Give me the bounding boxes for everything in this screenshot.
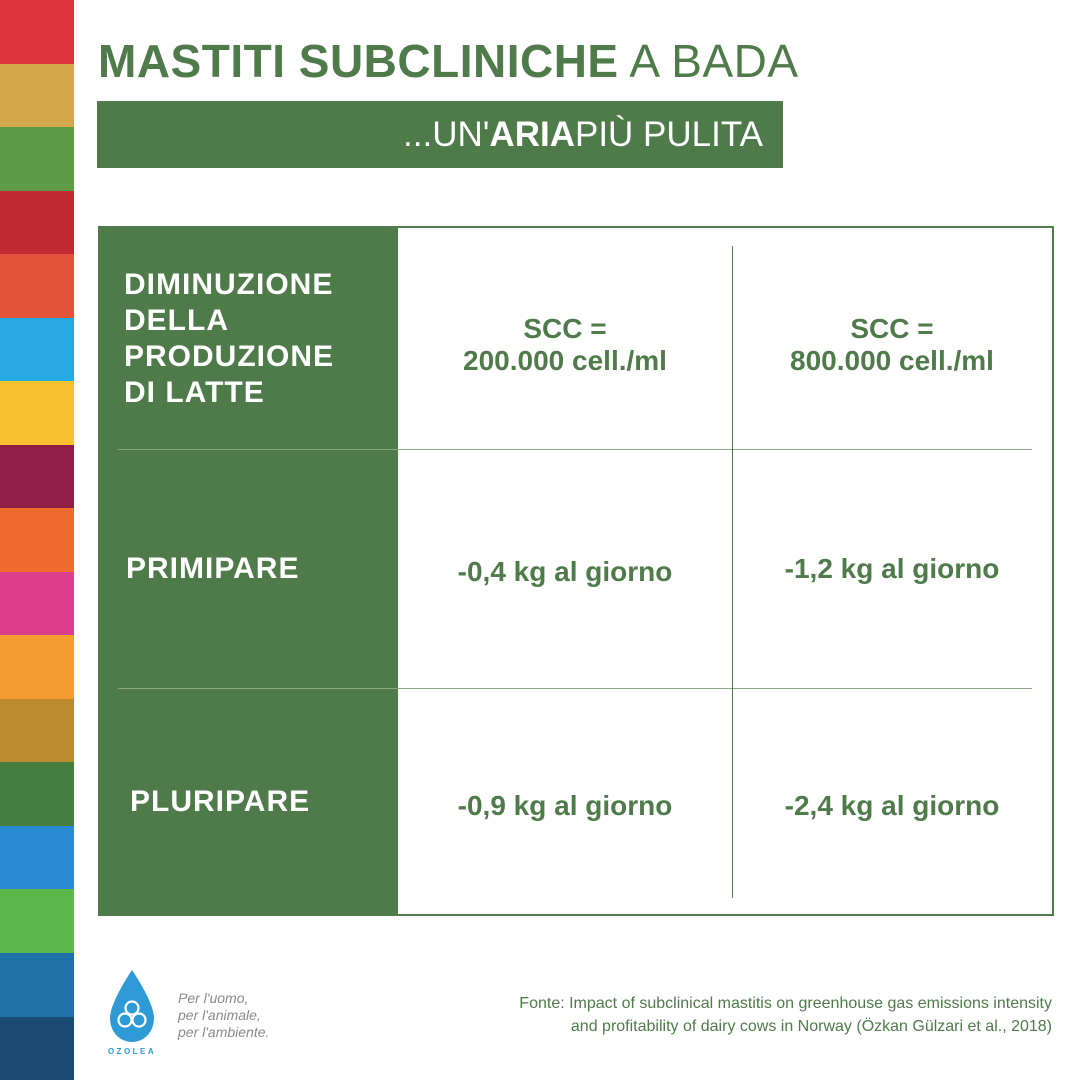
stripe bbox=[0, 572, 74, 636]
stripe bbox=[0, 127, 74, 191]
logo-wordmark: OZOLEA bbox=[107, 1047, 157, 1056]
column-header-line: 200.000 cell./ml bbox=[463, 345, 667, 376]
column-header bbox=[398, 228, 732, 462]
ozolea-logo-icon bbox=[100, 968, 164, 1056]
table-cell: -0,9 kg al giorno bbox=[457, 790, 673, 821]
stripe bbox=[0, 699, 74, 763]
stripe bbox=[0, 953, 74, 1017]
stripe bbox=[0, 826, 74, 890]
tagline-line: Per l'uomo, bbox=[178, 990, 249, 1006]
table-cell: -1,2 kg al giorno bbox=[784, 552, 1000, 584]
title-bold: MASTITI SUBCLINICHE bbox=[98, 35, 619, 87]
stripe bbox=[0, 762, 74, 826]
tagline-line: per l'animale, bbox=[178, 1007, 261, 1023]
table-cell: -2,4 kg al giorno bbox=[784, 790, 1000, 821]
color-stripes bbox=[0, 0, 74, 1080]
corner-label-line: DIMINUZIONE bbox=[124, 267, 334, 301]
stripe bbox=[0, 254, 74, 318]
stripe bbox=[0, 445, 74, 509]
column-header-line: 800.000 cell./ml bbox=[790, 345, 994, 376]
row-label: PLURIPARE bbox=[130, 785, 311, 818]
column-header bbox=[732, 228, 1052, 462]
data-table bbox=[98, 226, 1054, 916]
corner-label-line: DELLA bbox=[124, 303, 229, 337]
corner-header bbox=[124, 228, 394, 449]
stripe bbox=[0, 508, 74, 572]
source-citation bbox=[412, 992, 1052, 1038]
table-cell: -0,4 kg al giorno bbox=[457, 556, 673, 587]
subtitle-prefix: ...UN' bbox=[403, 114, 490, 154]
source-line: and profitability of dairy cows in Norway (Özkan Gülzari et al., 2018) bbox=[570, 1018, 1052, 1035]
subtitle-bold: ARIA bbox=[489, 114, 575, 154]
subtitle-banner bbox=[97, 101, 783, 168]
column-header-line: SCC = bbox=[850, 313, 934, 344]
tagline-line: per l'ambiente. bbox=[178, 1024, 270, 1040]
tagline bbox=[178, 990, 269, 1041]
corner-label-line: DI LATTE bbox=[124, 375, 265, 409]
stripe bbox=[0, 64, 74, 128]
row-label: PRIMIPARE bbox=[126, 551, 300, 585]
column-header-line: SCC = bbox=[523, 313, 607, 344]
corner-label-line: PRODUZIONE bbox=[124, 339, 335, 373]
subtitle-suffix: PIÙ PULITA bbox=[574, 114, 763, 154]
title-thin: A BADA bbox=[618, 35, 799, 87]
page-title bbox=[98, 34, 799, 88]
stripe bbox=[0, 318, 74, 382]
stripe bbox=[0, 191, 74, 255]
stripe bbox=[0, 889, 74, 953]
stripe bbox=[0, 635, 74, 699]
stripe bbox=[0, 1017, 74, 1080]
source-line: Fonte: Impact of subclinical mastitis on greenhouse gas emissions intensity bbox=[519, 995, 1052, 1012]
stripe bbox=[0, 0, 74, 64]
stripe bbox=[0, 381, 74, 445]
